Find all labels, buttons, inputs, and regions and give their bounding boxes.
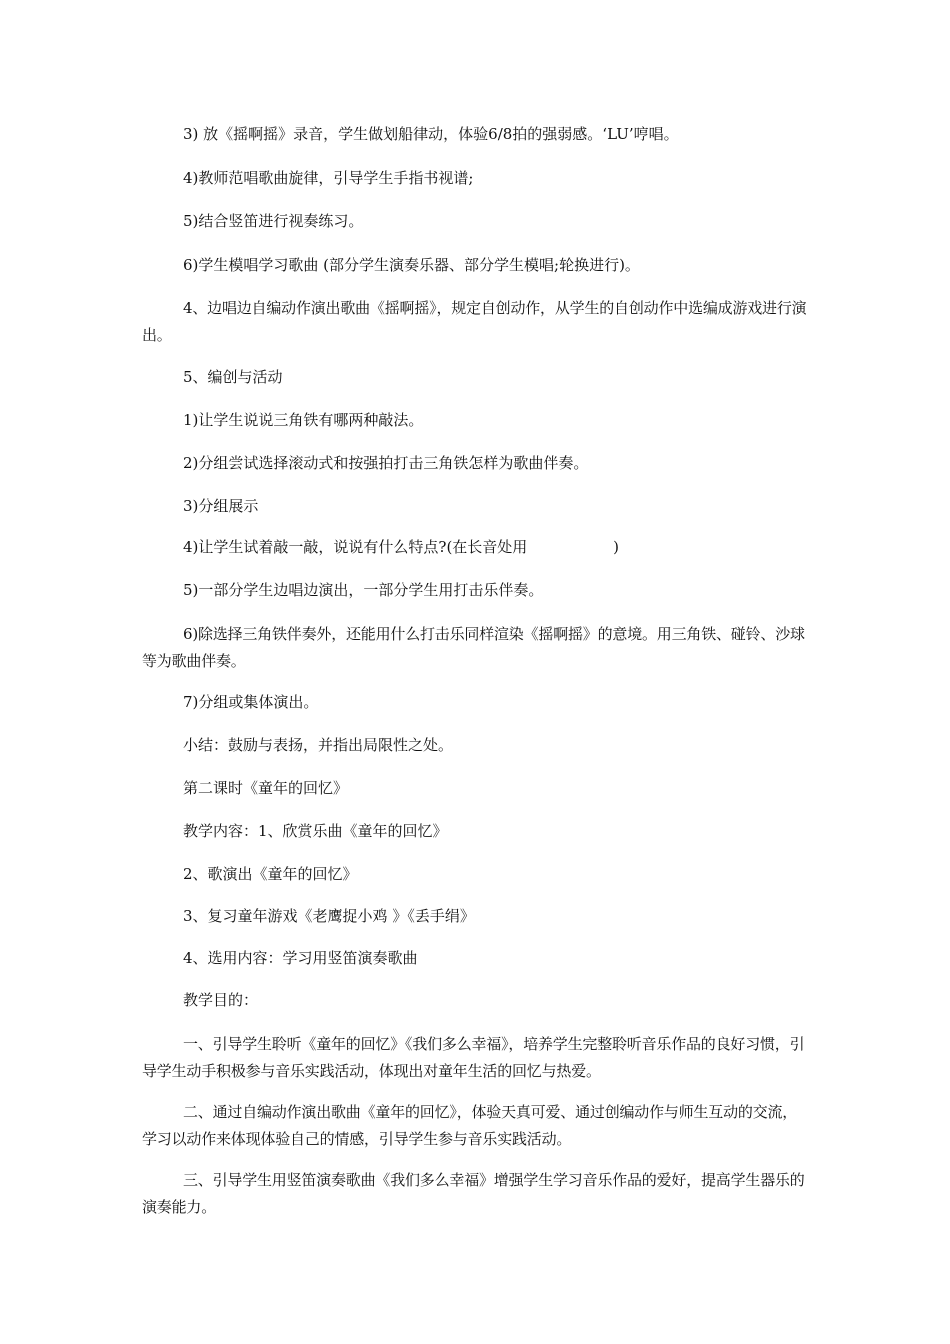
paragraph-14: 小结：鼓励与表扬，并指出局限性之处。 <box>183 736 454 754</box>
paragraph-8: 2)分组尝试选择滚动式和按强拍打击三角铁怎样为歌曲伴奏。 <box>183 454 589 472</box>
paragraph-2: 4)教师范唱歌曲旋律，引导学生手指书视谱; <box>183 169 474 187</box>
paragraph-1: 3) 放《摇啊摇》录音，学生做划船律动，体验6/8拍的强弱感。‘LU’哼唱。 <box>183 125 679 143</box>
paragraph-23: 三、引导学生用竖笛演奏歌曲《我们多么幸福》增强学生学习音乐作品的爱好，提高学生器乐的演奏能力。 <box>142 1171 805 1216</box>
paragraph-12: 6)除选择三角铁伴奏外，还能用什么打击乐同样渲染《摇啊摇》的意境。用三角铁、碰铃、沙球等为歌曲伴奏。 <box>142 625 805 670</box>
paragraph-19: 4、选用内容：学习用竖笛演奏歌曲 <box>183 949 418 967</box>
paragraph-21: 一、引导学生聆听《童年的回忆》《我们多么幸福》，培养学生完整聆听音乐作品的良好习惯，引导学生动手积极参与音乐实践活动，体现出对童年生活的回忆与热爱。 <box>142 1035 805 1080</box>
paragraph-15: 第二课时《童年的回忆》 <box>183 779 349 797</box>
paragraph-9: 3)分组展示 <box>183 497 259 515</box>
paragraph-4: 6)学生模唱学习歌曲 (部分学生演奏乐器、部分学生模唱;轮换进行)。 <box>183 256 640 274</box>
paragraph-20: 教学目的： <box>183 991 259 1009</box>
paragraph-11: 5)一部分学生边唱边演出，一部分学生用打击乐伴奏。 <box>183 581 544 599</box>
paragraph-17: 2、歌演出《童年的回忆》 <box>183 865 358 883</box>
paragraph-22: 二、通过自编动作演出歌曲《童年的回忆》，体验天真可爱、通过创编动作与师生互动的交流，学习以动作来体现体验自己的情感，引导学生参与音乐实践活动。 <box>142 1103 798 1148</box>
paragraph-10: 4)让学生试着敲一敲，说说有什么特点?(在长音处用 ) <box>183 538 619 556</box>
paragraph-3: 5)结合竖笛进行视奏练习。 <box>183 212 364 230</box>
paragraph-16: 教学内容：1、欣赏乐曲《童年的回忆》 <box>183 822 448 840</box>
paragraph-18: 3、复习童年游戏《老鹰捉小鸡 》《丢手绢》 <box>183 907 475 925</box>
paragraph-6: 5、编创与活动 <box>183 368 283 386</box>
paragraph-7: 1)让学生说说三角铁有哪两种敲法。 <box>183 411 424 429</box>
paragraph-13: 7)分组或集体演出。 <box>183 693 319 711</box>
paragraph-5: 4、边唱边自编动作演出歌曲《摇啊摇》，规定自创动作，从学生的自创动作中选编成游戏进行演出。 <box>142 299 807 344</box>
